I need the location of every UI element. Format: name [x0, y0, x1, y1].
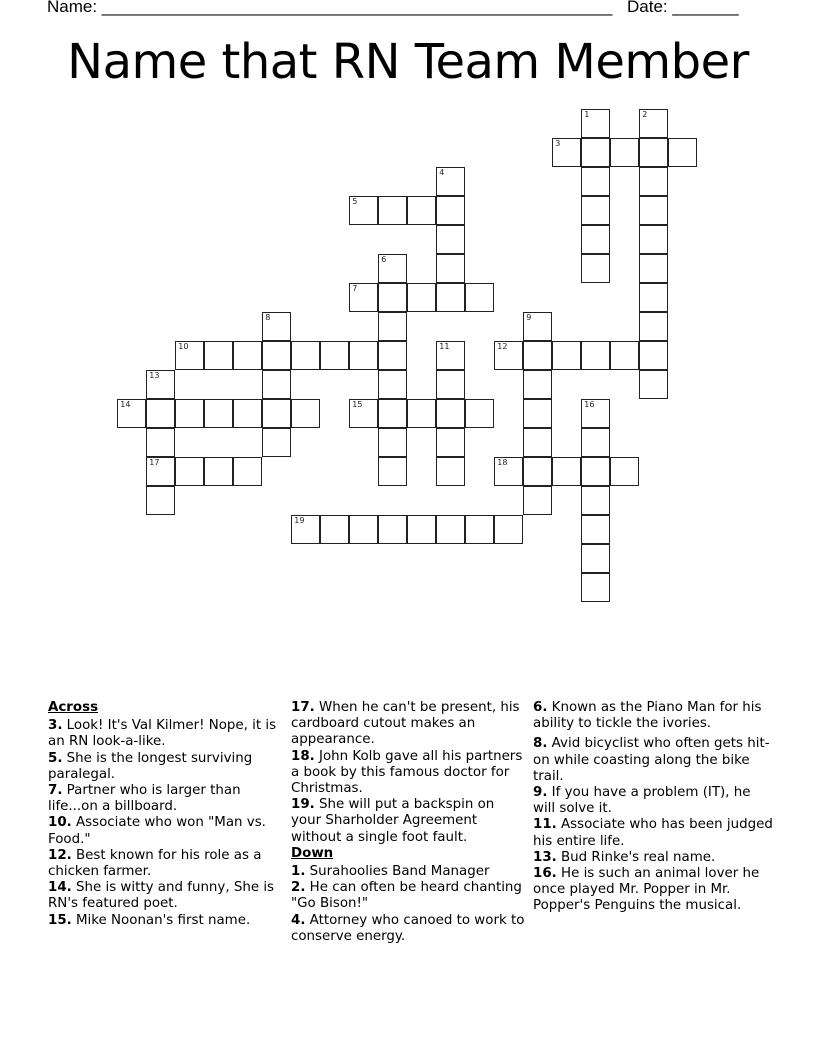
- grid-cell[interactable]: [639, 312, 668, 341]
- grid-cell[interactable]: [436, 370, 465, 399]
- clue-number: 18.: [291, 748, 315, 764]
- cell-number: 8: [265, 313, 271, 323]
- clue-number: 4.: [291, 912, 306, 928]
- grid-cell[interactable]: [320, 341, 349, 370]
- clue-text: Known as the Piano Man for his ability to tickle the ivories.: [533, 700, 762, 732]
- grid-cell[interactable]: [436, 196, 465, 225]
- clue-number: 6.: [533, 700, 548, 715]
- clue-across-19: [291, 797, 526, 846]
- clue-number: 9.: [533, 785, 548, 801]
- grid-cell[interactable]: [581, 341, 610, 370]
- grid-cell[interactable]: [436, 428, 465, 457]
- cell-number: 5: [352, 197, 358, 207]
- cell-number: 7: [352, 284, 358, 294]
- cell-number: 19: [294, 516, 305, 526]
- grid-cell[interactable]: [436, 225, 465, 254]
- grid-cell[interactable]: [610, 341, 639, 370]
- name-field-label: Name: ______________________________________________________: [47, 0, 613, 16]
- clue-text: Avid bicyclist who often gets hit-on while coasting along the bike trail.: [533, 736, 770, 784]
- grid-cell[interactable]: [204, 457, 233, 486]
- grid-cell[interactable]: [523, 428, 552, 457]
- grid-cell[interactable]: [378, 399, 407, 428]
- clue-text: Associate who has been judged his entire life.: [533, 817, 773, 849]
- grid-cell[interactable]: [639, 370, 668, 399]
- clue-number: 3.: [48, 718, 63, 734]
- grid-cell[interactable]: [668, 138, 697, 167]
- clue-down-11: [533, 817, 773, 849]
- grid-cell[interactable]: [639, 109, 668, 138]
- grid-cell[interactable]: [581, 486, 610, 515]
- clue-text: He is such an animal lover he once played Mr. Popper in Mr. Popper's Penguins the musical.: [533, 866, 760, 914]
- grid-cell[interactable]: [349, 283, 378, 312]
- grid-cell[interactable]: [175, 457, 204, 486]
- grid-cell[interactable]: [581, 428, 610, 457]
- clue-number: 17.: [291, 700, 315, 715]
- cell-number: 4: [439, 168, 445, 178]
- grid-cell[interactable]: [378, 457, 407, 486]
- cell-number: 12: [497, 342, 508, 352]
- clue-number: 5.: [48, 750, 63, 766]
- clue-across-17: [291, 700, 526, 749]
- clue-down-2: [291, 880, 526, 912]
- cell-number: 14: [120, 400, 131, 410]
- clue-number: 12.: [48, 847, 72, 863]
- grid-cell[interactable]: [378, 515, 407, 544]
- grid-cell[interactable]: [523, 399, 552, 428]
- grid-cell[interactable]: [233, 399, 262, 428]
- grid-cell[interactable]: [349, 196, 378, 225]
- clues-column-1: [48, 700, 278, 929]
- clues-column-2: [291, 700, 526, 945]
- grid-cell[interactable]: [523, 341, 552, 370]
- grid-cell[interactable]: [436, 341, 465, 370]
- grid-cell[interactable]: [407, 399, 436, 428]
- clue-text: When he can't be present, his cardboard cutout makes an appearance.: [291, 700, 520, 748]
- grid-cell[interactable]: [146, 486, 175, 515]
- grid-cell[interactable]: [146, 370, 175, 399]
- grid-cell[interactable]: [523, 370, 552, 399]
- grid-cell[interactable]: [436, 515, 465, 544]
- clue-number: 8.: [533, 736, 548, 752]
- grid-cell[interactable]: [146, 399, 175, 428]
- clue-across-10: [48, 815, 278, 847]
- grid-cell[interactable]: [639, 254, 668, 283]
- grid-cell[interactable]: [291, 515, 320, 544]
- clue-across-12: [48, 848, 278, 880]
- cell-number: 1: [584, 110, 590, 120]
- grid-cell[interactable]: [465, 515, 494, 544]
- grid-cell[interactable]: [552, 341, 581, 370]
- across-heading: Across: [48, 700, 99, 715]
- cell-number: 2: [642, 110, 648, 120]
- clue-down-9: [533, 785, 773, 817]
- clue-down-8: [533, 736, 773, 785]
- grid-cell[interactable]: [146, 428, 175, 457]
- grid-cell[interactable]: [581, 544, 610, 573]
- clue-down-4: [291, 913, 526, 945]
- clue-number: 16.: [533, 866, 557, 882]
- grid-cell[interactable]: [378, 428, 407, 457]
- clue-text: Associate who won "Man vs. Food.": [48, 815, 266, 847]
- grid-cell[interactable]: [291, 399, 320, 428]
- grid-cell[interactable]: [146, 457, 175, 486]
- page-title: Name that RN Team Member: [67, 34, 749, 90]
- grid-cell[interactable]: [291, 341, 320, 370]
- clue-down-6: [533, 700, 773, 732]
- grid-cell[interactable]: [262, 428, 291, 457]
- grid-cell[interactable]: [494, 341, 523, 370]
- grid-cell[interactable]: [581, 167, 610, 196]
- clue-across-7: [48, 783, 278, 815]
- cell-number: 18: [497, 458, 508, 468]
- grid-cell[interactable]: [494, 515, 523, 544]
- clue-down-16: [533, 866, 773, 915]
- grid-cell[interactable]: [407, 196, 436, 225]
- grid-cell[interactable]: [378, 254, 407, 283]
- clue-number: 14.: [48, 880, 72, 896]
- grid-cell[interactable]: [233, 457, 262, 486]
- clue-text: Partner who is larger than life...on a billboard.: [48, 783, 241, 815]
- clue-number: 11.: [533, 817, 557, 833]
- grid-cell[interactable]: [407, 283, 436, 312]
- clue-text: She will put a backspin on your Sharholder Agreement without a single foot fault.: [291, 797, 495, 845]
- down-heading: Down: [291, 845, 334, 861]
- cell-number: 16: [584, 400, 595, 410]
- grid-cell[interactable]: [262, 341, 291, 370]
- grid-cell[interactable]: [378, 283, 407, 312]
- clue-number: 1.: [291, 864, 306, 880]
- grid-cell[interactable]: [262, 312, 291, 341]
- grid-cell[interactable]: [523, 486, 552, 515]
- grid-cell[interactable]: [581, 573, 610, 602]
- cell-number: 6: [381, 255, 387, 265]
- cell-number: 17: [149, 458, 160, 468]
- grid-cell[interactable]: [581, 196, 610, 225]
- clue-text: Bud Rinke's real name.: [561, 849, 716, 865]
- clue-number: 10.: [48, 815, 72, 831]
- grid-cell[interactable]: [378, 196, 407, 225]
- grid-cell[interactable]: [581, 109, 610, 138]
- grid-cell[interactable]: [349, 515, 378, 544]
- clue-down-13: [533, 850, 773, 866]
- grid-cell[interactable]: [639, 225, 668, 254]
- clue-text: If you have a problem (IT), he will solve it.: [533, 785, 751, 817]
- clue-down-1: [291, 864, 526, 880]
- grid-cell[interactable]: [262, 370, 291, 399]
- clue-across-18: [291, 749, 526, 798]
- grid-cell[interactable]: [610, 457, 639, 486]
- clue-number: 13.: [533, 849, 557, 865]
- grid-cell[interactable]: [175, 341, 204, 370]
- grid-cell[interactable]: [262, 399, 291, 428]
- grid-cell[interactable]: [320, 515, 349, 544]
- grid-cell[interactable]: [204, 399, 233, 428]
- clue-text: She is the longest surviving paralegal.: [48, 750, 253, 782]
- grid-cell[interactable]: [175, 399, 204, 428]
- clue-number: 15.: [48, 912, 72, 928]
- clue-text: Surahoolies Band Manager: [309, 864, 490, 880]
- grid-cell[interactable]: [349, 341, 378, 370]
- cell-number: 9: [526, 313, 532, 323]
- clue-text: Attorney who canoed to work to conserve energy.: [291, 912, 525, 944]
- grid-cell[interactable]: [581, 515, 610, 544]
- clue-text: Best known for his role as a chicken farmer.: [48, 847, 262, 880]
- cell-number: 10: [178, 342, 189, 352]
- grid-cell[interactable]: [581, 138, 610, 167]
- grid-cell[interactable]: [233, 341, 262, 370]
- grid-cell[interactable]: [204, 341, 233, 370]
- grid-cell[interactable]: [581, 399, 610, 428]
- clue-number: 2.: [291, 880, 306, 896]
- clue-text: John Kolb gave all his partners a book by this famous doctor for Christmas.: [291, 748, 523, 797]
- grid-cell[interactable]: [523, 312, 552, 341]
- grid-cell[interactable]: [639, 283, 668, 312]
- clue-across-3: [48, 718, 278, 750]
- grid-cell[interactable]: [581, 254, 610, 283]
- grid-cell[interactable]: [552, 457, 581, 486]
- grid-cell[interactable]: [436, 254, 465, 283]
- clue-number: 7.: [48, 783, 63, 799]
- date-field-label: Date: _______: [627, 0, 739, 16]
- grid-cell[interactable]: [465, 283, 494, 312]
- cell-number: 15: [352, 400, 363, 410]
- grid-cell[interactable]: [639, 341, 668, 370]
- grid-cell[interactable]: [436, 283, 465, 312]
- grid-cell[interactable]: [494, 457, 523, 486]
- grid-cell[interactable]: [639, 196, 668, 225]
- cell-number: 11: [439, 342, 450, 352]
- clue-across-15: [48, 913, 278, 929]
- grid-cell[interactable]: [523, 457, 552, 486]
- grid-cell[interactable]: [436, 457, 465, 486]
- clue-text: Mike Noonan's first name.: [76, 912, 251, 928]
- grid-cell[interactable]: [436, 167, 465, 196]
- grid-cell[interactable]: [378, 341, 407, 370]
- grid-cell[interactable]: [552, 138, 581, 167]
- clue-text: Look! It's Val Kilmer! Nope, it is an RN look-a-like.: [48, 718, 277, 750]
- grid-cell[interactable]: [581, 225, 610, 254]
- clue-text: He can often be heard chanting "Go Bison!": [291, 880, 522, 912]
- grid-cell[interactable]: [117, 399, 146, 428]
- clues-column-3: [533, 700, 773, 915]
- grid-cell[interactable]: [378, 370, 407, 399]
- clue-across-14: [48, 880, 278, 912]
- cell-number: 13: [149, 371, 160, 381]
- clue-number: 19.: [291, 797, 315, 813]
- grid-cell[interactable]: [581, 457, 610, 486]
- cell-number: 3: [555, 139, 561, 149]
- grid-cell[interactable]: [610, 138, 639, 167]
- grid-cell[interactable]: [639, 138, 668, 167]
- grid-cell[interactable]: [639, 167, 668, 196]
- grid-cell[interactable]: [465, 399, 494, 428]
- grid-cell[interactable]: [378, 312, 407, 341]
- clue-text: She is witty and funny, She is RN's featured poet.: [48, 880, 275, 912]
- clue-across-5: [48, 751, 278, 783]
- grid-cell[interactable]: [349, 399, 378, 428]
- grid-cell[interactable]: [407, 515, 436, 544]
- grid-cell[interactable]: [436, 399, 465, 428]
